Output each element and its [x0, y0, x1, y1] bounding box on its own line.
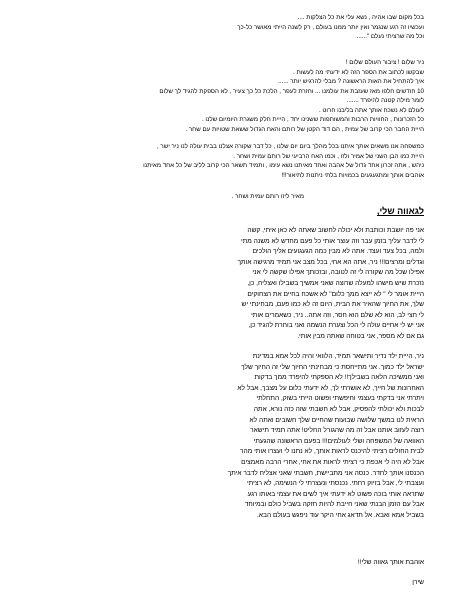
text-line: כל הזכרונות , החוויות הרבות והמשותפות ששנינו יחד , הייית חלק משגרת היומיום שלנו .	[201, 116, 424, 123]
text-line: ועצבתי לי, אבל בזיוק רחתי. נכנסתי ונעצרתי לי הנשימה, לא רציתי	[247, 480, 424, 488]
text-line: הכנסנו אותך לחדר. כנסה אני מתביישת, חשבתי שאני אצליח לדבר איתך	[227, 469, 424, 477]
text-line: אני יש לי אחיים עולה לי הכל וצערת הנשמה ואני בוחרת להגיד כן,	[248, 322, 424, 330]
paragraph-sister-1	[24, 226, 424, 343]
text-line: האחרונות של חייך, לא אושרתי לך, לא ידעתי כלום על מצבך, אבל לא	[237, 384, 424, 392]
text-line: הייית כמו הבן השני של אמיר ולזו , וכמו האח הרביעי של רותם עמית ושחר .	[233, 152, 424, 160]
author-name: שירן	[412, 579, 424, 586]
text-line: ניר, הייית ילד נדיר ותישאר תמיד, הלוואי והיה לכל אמא במדינת	[252, 353, 424, 360]
section-heading-wrap	[24, 205, 424, 217]
text-line: ואני ממשיכה הלאה בשבילך!! לא הספקתי להיפרד ממך בדקות	[254, 374, 424, 382]
signature-text: מאיר ליזו רותם עמית ושחר .	[231, 193, 304, 200]
text-line: כמשפחה אנו משאים אותך איתנו בכל מהלך ביום יום שלנו , כל דבר שקורה אצלנו בבית עולה לנו ניר ישר ,	[156, 143, 424, 150]
text-line: האוואה של המשפחה ושלי לעולמים!!! בפעם הראשונה שהגעתי	[253, 437, 424, 445]
text-line: ניר שלום ! ציבור העולם שלום !	[345, 59, 424, 66]
text-line: וכל מה שרציתי נעלם "......	[356, 33, 424, 40]
text-line: הראית לנו במשך שלושה שבועות שהחיים שלך חשובים ואתה לא	[249, 416, 424, 424]
text-line: איך להתחיל את האות הראשונה ? מבלי להרגיש יותר ......	[278, 78, 424, 85]
text-line: ולמה, בכל צעד ועצד. אתה לא מבין כמה הגעגועים אליך הולכים	[252, 248, 424, 256]
text-line: לי חצי לב, הוא לא שלם הוא חסר, וזה אתה.. ניר, כשאמרים אותי	[251, 311, 424, 319]
text-line: נזכרת שיש מישהו למעלה שרוצה שאני אמשיך בשבילו ואצליח, כן,	[247, 279, 424, 287]
closing-line-wrap	[24, 558, 424, 569]
text-line: ויתרתי אני בדקתי בעצמי וחיפשתי ופשוט הייתי בשוק, התחלתי	[256, 395, 424, 403]
text-line: אבל עם הזמן הבנתי שאני חייבת להיות חזקה בשביל כולם ובמיוחד	[244, 501, 424, 509]
text-line: לבכות ולא יכולתי להפסיק, אבל לא חשבתי שזה כזה נורא, אתה	[253, 405, 424, 413]
text-line: לבית החולים רציתי להיכנס לראות אותך, לא נתנו לי ועצרו אותי מהר	[240, 448, 424, 456]
text-line: בשביל אמא ואבא. אל תדאג אחי היקר עוד ניפגש בעולם הבא.	[257, 511, 424, 519]
text-line: ישראל ילד כמוך. אני מתייחסת כי מבחינתי החיוך שלי זה החיוך שלך	[241, 363, 424, 371]
closing-line: אוהבת אותך גאווה שלי!!	[357, 559, 424, 566]
text-line: ניהש , אתה זכרון אחד גדול של אהבה ואחד מאיתנו נשא עימו , ותמיד תשאר הכי קרוב לליב של כל אחד מאיתנו	[143, 162, 424, 169]
text-line: שתראה אותי בוכה פשוט לא ידעתי איך לשים את עצמי באותו רגע	[247, 490, 424, 498]
text-line: לומר מילה קטנה להיפרד .......	[346, 97, 424, 104]
text-line: בכל מקום שבו אהיה , נשא עלי את כל הצלקות ....	[297, 14, 424, 21]
paragraph-family	[24, 142, 424, 180]
family-signature	[24, 192, 424, 202]
text-line: שלך, את החיוך שהאיר את הבית, היום זה לא כמו פעם, מבחינתי יש	[241, 301, 424, 309]
text-line: וגדלים ומרצים!!! ניר, אתה הא אחי, בכל מצב אני תמיד מרגישה אותך	[237, 258, 424, 266]
intro-quote	[24, 13, 424, 42]
author-name-wrap	[24, 578, 424, 589]
text-line: גם אם לא מספר, אני בטוחה שאתה מבין אותי.	[297, 332, 424, 340]
text-line: שבקשו לכתוב את הספר הזה לא ידעתי מה לעשות .	[293, 68, 424, 76]
paragraph-sister-2	[24, 352, 424, 522]
text-line: אוהבים אותך ומתגעגעים בכמויות בלתי ניתנות לתיאור!!!	[281, 171, 424, 179]
text-line: לי לדבר עליך בזמן עבר וזה עוצר אותי כל פעם מחדש לא משנה מתי	[241, 237, 424, 245]
text-line: ועכשיו זה רגע שנגמר ואין יותר ממנו בעולם , רק לשנה הייתי מאושר כל-כך	[237, 23, 424, 31]
text-line: הייית אומר לי " לא ייצא ממך כלום" לא אשכח בחיים את הצחוקים	[247, 290, 424, 298]
text-line: רוצה לעזוב אותנו אבל זה מה שהגורל החליט! אתה תמיד תישאר	[250, 427, 424, 435]
text-line: הייית החבר הכי קרוב של עמית , הם דוד הקטן של רותם והאח הגדול ששאת שטויות עם שחר .	[185, 125, 424, 133]
text-line: אבל לא היה לי אכפת כי רציתי לראות את אחי, אחרי הרבה מאמצים	[241, 458, 424, 466]
section-heading: לגאווה שלי,	[376, 206, 424, 216]
text-line: אפילו שכל מה שקורה לי זה לטובה, ובזכותך אפילו שקשה לי אני	[252, 269, 424, 277]
text-line: אני פה יושבת וכותבת ולא יכולה לחשוב שאתה לא כאן איתי, קשה	[247, 227, 424, 234]
paragraph-family-greeting	[24, 58, 424, 134]
text-line: 10 חודשים חלפו מאז שעזבת את עולמנו ... וחזרת לעפר , הלכת כל כך צעיר , לא הספקת להגיד לך שלום	[159, 87, 424, 95]
text-line: לעולם לא נשכח אותך אתה בליבנו חרוט .	[318, 106, 424, 114]
